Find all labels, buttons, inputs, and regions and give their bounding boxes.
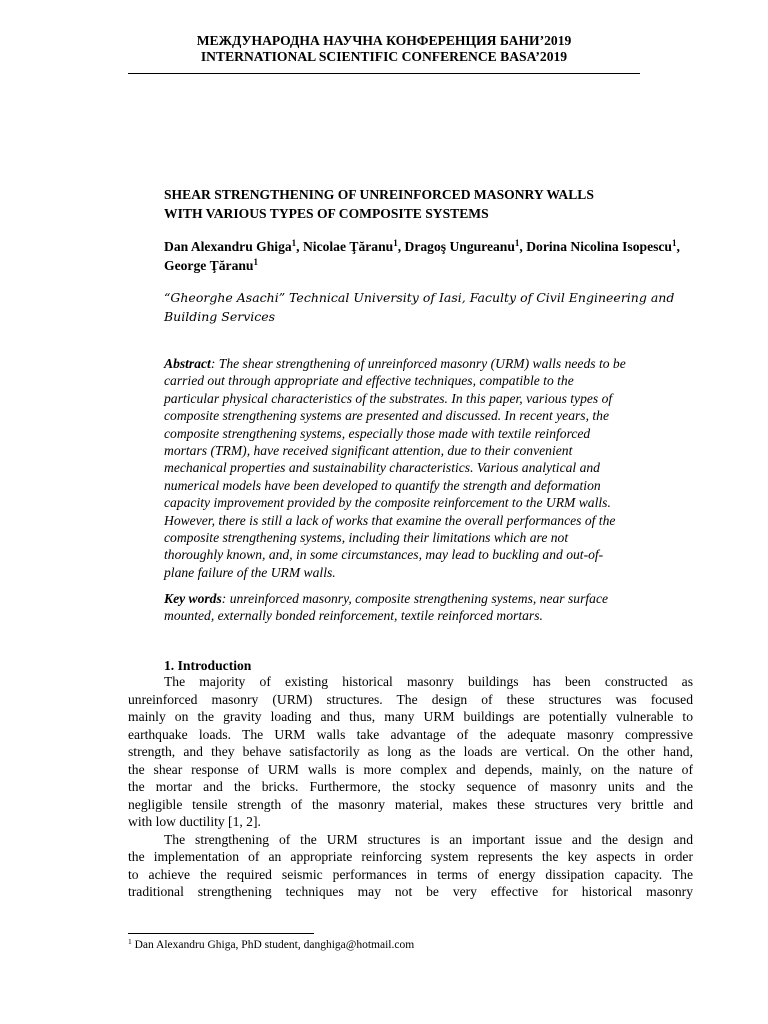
keywords-label: Key words — [164, 591, 222, 606]
author-affiliation-mark: 1 — [672, 238, 677, 248]
affiliation-line-2: Building Services — [164, 309, 276, 324]
body-line: negligible tensile strength of the masonry material, makes these structures very brittle and — [128, 796, 693, 812]
abstract-line: particular physical characteristics of the substrates. In this paper, various types of — [164, 390, 613, 406]
keywords-line-2: mounted, externally bonded reinforcement, textile reinforced mortars. — [164, 608, 543, 624]
conference-header — [0, 33, 768, 65]
abstract-line: However, there is still a lack of works that examine the overall performances of the — [164, 512, 616, 528]
footnote-divider — [128, 933, 314, 934]
author-affiliation-mark: 1 — [393, 238, 398, 248]
header-divider — [128, 73, 640, 74]
abstract-line: thoroughly known, and, in some circumstances, may lead to buckling and out-of- — [164, 547, 604, 563]
body-line: The strengthening of the URM structures is an important issue and the design and — [164, 831, 693, 847]
author-affiliation-mark: 1 — [514, 238, 520, 248]
abstract — [164, 355, 694, 581]
author-name: George Ţăranu — [164, 258, 254, 273]
author-list: Dan Alexandru Ghiga$^1$, Nicolae Ţăranu$^1$, Dragoş Ungureanu$^1$, Dorina Nicolina Isopescu$^1$, George Ţăranu$^1$ — [164, 238, 680, 273]
body-line: the shear response of URM walls is more complex and depends, mainly, on the nature of — [128, 761, 693, 777]
author-name: Dan Alexandru Ghiga — [164, 239, 292, 254]
author-name: Nicolae Ţăranu — [302, 239, 394, 254]
keywords — [164, 590, 694, 625]
paper-title — [164, 185, 704, 223]
affiliation-line-1: “Gheorghe Asachi” Technical University of Iasi, Faculty of Civil Engineering and — [164, 290, 675, 305]
abstract-line: carried out through appropriate and effective techniques, compatible to the — [164, 373, 574, 389]
body-line: strength, and they behave satisfactorily as long as the loads are vertical. On the other hand, — [128, 744, 693, 759]
author-affiliation-mark: 1 — [291, 238, 297, 248]
abstract-line: capacity improvement provided by the composite reinforcement to the URM walls. — [164, 495, 611, 511]
section-heading-introduction: 1. Introduction — [164, 658, 252, 673]
keywords-line-1: Key words: unreinforced masonry, composite strengthening systems, near surface — [164, 591, 609, 606]
footnote-text: Dan Alexandru Ghiga, PhD student, danghiga@hotmail.com — [131, 939, 415, 951]
body-line: to achieve the required seismic performances in terms of energy dissipation capacity. The — [128, 866, 693, 882]
author-name: Dragoş Ungureanu — [404, 239, 515, 254]
body-line: traditional strengthening techniques may not be very effective for historical masonry — [128, 884, 693, 899]
body-line: the mortar and the bricks. Furthermore, the stocky sequence of masonry units and the — [128, 779, 693, 794]
author-affiliation-mark: 1 — [253, 257, 258, 267]
conference-name-en: INTERNATIONAL SCIENTIFIC CONFERENCE BASA’2019 — [200, 49, 568, 64]
abstract-line: mechanical properties and sustainability characteristics. Various analytical and — [164, 460, 600, 476]
abstract-line: plane failure of the URM walls. — [164, 564, 336, 580]
title-line-2: WITH VARIOUS TYPES OF COMPOSITE SYSTEMS — [164, 206, 489, 221]
body-line: mainly on the gravity loading and thus, many URM buildings are potentially vulnerable to — [128, 709, 693, 724]
title-line-1: SHEAR STRENGTHENING OF UNREINFORCED MASONRY WALLS — [164, 187, 594, 202]
body-line: The majority of existing historical masonry buildings has been constructed as — [164, 674, 693, 689]
abstract-label: Abstract — [164, 356, 211, 371]
affiliation — [164, 288, 704, 326]
abstract-line: numerical models have been developed to quantify the strength and deformation — [164, 477, 601, 493]
footnote-mark: 1 — [128, 937, 132, 946]
body-line: with low ductility [1, 2]. — [128, 814, 261, 829]
footnote — [128, 938, 414, 952]
abstract-line: mortars (TRM), have received significant attention, due to their convenient — [164, 443, 573, 459]
body-line: earthquake loads. The URM walls take advantage of the adequate masonry compressive — [128, 726, 693, 742]
conference-name-bg: МЕЖДУНАРОДНА НАУЧНА КОНФЕРЕНЦИЯ БАНИ’2019 — [196, 33, 572, 48]
body-line: unreinforced masonry (URM) structures. The design of these structures was focused — [128, 691, 693, 707]
author-name: Dorina Nicolina Isopescu — [526, 239, 672, 254]
abstract-line: Abstract: The shear strengthening of unreinforced masonry (URM) walls needs to be — [164, 356, 626, 371]
abstract-line: composite strengthening systems, especially those made with textile reinforced — [164, 425, 591, 441]
abstract-line: composite strengthening systems, including their limitations which are not — [164, 530, 569, 546]
introduction-body — [128, 673, 693, 901]
body-line: the implementation of an appropriate reinforcing system represents the key aspects in order — [128, 849, 693, 864]
abstract-line: composite strengthening systems are presented and discussed. In recent years, the — [164, 408, 609, 424]
